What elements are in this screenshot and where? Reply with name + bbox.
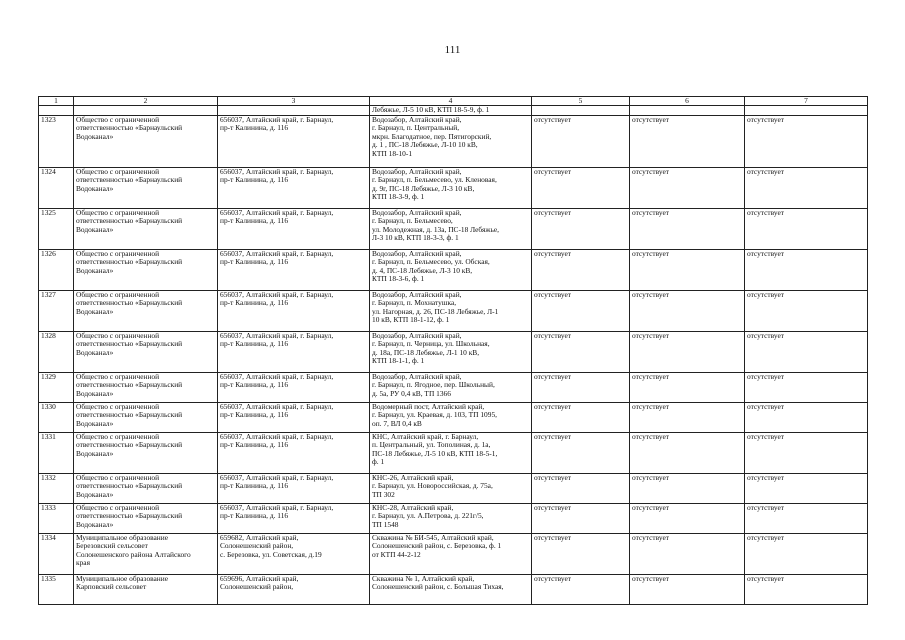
cell-line: г. Барнаул, п. Ягодное, пер. Школьный, (372, 380, 495, 390)
address-cell (218, 503, 370, 533)
address-cell (218, 115, 370, 167)
cell-line: г. Барнаул, ул. А.Петрова, д. 221г/5, (372, 511, 484, 521)
cell-line: Водоканал» (76, 183, 114, 193)
cell-line: Муниципальное образование (76, 533, 168, 542)
cell-line: ответственностью «Барнаульский (76, 440, 183, 450)
cell-line: Солонешенский район, (220, 541, 294, 551)
row-number-cell: 1329 (39, 372, 74, 402)
owner-cell (74, 372, 218, 402)
cell-line: ответственностью «Барнаульский (76, 481, 183, 491)
column-header: 6 (630, 97, 745, 106)
cell-line: пр-т Калинина, д. 116 (220, 481, 289, 491)
cell-line: Общество с ограниченной (76, 473, 160, 482)
row-number-cell: 1330 (39, 402, 74, 432)
cell-line: 656037, Алтайский край, г. Барнаул, (220, 290, 334, 299)
address-cell (218, 331, 370, 372)
cell-line: ПС-18 Лебяжье, Л-5 10 кВ, КТП 18-5-1, (372, 448, 498, 458)
cell-line: Водоканал» (76, 347, 114, 357)
value-cell: отсутствует (630, 290, 745, 331)
cell-line: мкрн. Благодатное, пер. Пятигорский, (372, 131, 492, 141)
cell-line: КТП 18-3-9, ф. 1 (372, 192, 425, 202)
value-cell: отсутствует (745, 432, 868, 473)
cell-line: Общество с ограниченной (76, 503, 160, 512)
cell-line: Общество с ограниченной (76, 208, 160, 217)
cell-line: оп. 7, ВЛ 0,4 кВ (372, 418, 422, 428)
cell-line: Водозабор, Алтайский край, (372, 115, 462, 124)
cell-line: Л-3 10 кВ, КТП 18-3-3, ф. 1 (372, 233, 459, 243)
cell-line: пр-т Калинина, д. 116 (220, 216, 289, 226)
value-cell: отсутствует (630, 208, 745, 249)
cell-line: г. Барнаул, п. Бельмесево, ул. Кленовая, (372, 175, 497, 185)
cell-line: ул. Нагорная, д. 26, ПС-18 Лебяжье, Л-1 (372, 306, 499, 316)
cell-line: Солонешенский район, с. Большая Тихая, (372, 582, 504, 592)
table-row (39, 115, 868, 167)
address-cell (218, 290, 370, 331)
cell-line: г. Барнаул, ул. Краевая, д. 103, ТП 1095, (372, 410, 497, 420)
cell-line: Водозабор, Алтайский край, (372, 249, 462, 258)
cell-line: КТП 18-3-6, ф. 1 (372, 274, 425, 284)
table-row (39, 290, 868, 331)
cell-line: д. 9г, ПС-18 Лебяжье, Л-3 10 кВ, (372, 183, 475, 193)
cell-line: Водоканал» (76, 519, 114, 529)
address-cell (218, 106, 370, 116)
continuation-row (39, 106, 868, 116)
cell-line: Водоканал» (76, 306, 114, 316)
owner-cell (74, 432, 218, 473)
row-number-cell: 1327 (39, 290, 74, 331)
cell-line: 656037, Алтайский край, г. Барнаул, (220, 249, 334, 258)
value-cell: отсутствует (745, 249, 868, 290)
cell-line: Скважина № БИ-545, Алтайский край, (372, 533, 494, 542)
owner-cell (74, 115, 218, 167)
cell-line: 656037, Алтайский край, г. Барнаул, (220, 503, 334, 512)
cell-line: д. 18а, ПС-18 Лебяжье, Л-1 10 кВ, (372, 347, 480, 357)
value-cell: отсутствует (630, 473, 745, 503)
table-row (39, 503, 868, 533)
column-header: 4 (370, 97, 532, 106)
cell-line: КТП 18-10-1 (372, 148, 413, 158)
object-cell (370, 503, 532, 533)
value-cell (532, 106, 630, 116)
object-cell (370, 533, 532, 574)
owner-cell (74, 331, 218, 372)
value-cell: отсутствует (532, 432, 630, 473)
value-cell: отсутствует (745, 208, 868, 249)
object-cell (370, 290, 532, 331)
value-cell: отсутствует (630, 402, 745, 432)
cell-line: 656037, Алтайский край, г. Барнаул, (220, 432, 334, 441)
value-cell: отсутствует (745, 574, 868, 604)
cell-line: пр-т Калинина, д. 116 (220, 410, 289, 420)
owner-cell (74, 290, 218, 331)
owner-cell (74, 402, 218, 432)
table-row (39, 533, 868, 574)
table-row (39, 473, 868, 503)
cell-line: ответственностью «Барнаульский (76, 175, 183, 185)
cell-line: Водозабор, Алтайский край, (372, 208, 462, 217)
cell-line: г. Барнаул, п. Бельмесево, (372, 216, 453, 226)
address-cell (218, 432, 370, 473)
owner-cell (74, 473, 218, 503)
address-cell (218, 372, 370, 402)
value-cell: отсутствует (532, 249, 630, 290)
row-number-cell: 1332 (39, 473, 74, 503)
cell-line: КНС-26, Алтайский край, (372, 473, 454, 482)
address-cell (218, 574, 370, 604)
cell-line: Общество с ограниченной (76, 402, 160, 411)
value-cell: отсутствует (630, 533, 745, 574)
object-cell (370, 106, 532, 116)
cell-line: пр-т Калинина, д. 116 (220, 380, 289, 390)
value-cell: отсутствует (532, 115, 630, 167)
cell-line: КТП 18-1-1, ф. 1 (372, 356, 425, 366)
row-number-cell: 1324 (39, 167, 74, 208)
cell-line: г. Барнаул, ул. Новороссийская, д. 75а, (372, 481, 493, 491)
value-cell: отсутствует (630, 331, 745, 372)
object-cell (370, 249, 532, 290)
table-row (39, 574, 868, 604)
cell-line: пр-т Калинина, д. 116 (220, 511, 289, 521)
value-cell (630, 106, 745, 116)
value-cell: отсутствует (745, 473, 868, 503)
registry-table (38, 96, 868, 605)
row-number-cell: 1325 (39, 208, 74, 249)
value-cell: отсутствует (532, 473, 630, 503)
cell-line: пр-т Калинина, д. 116 (220, 257, 289, 267)
value-cell: отсутствует (745, 115, 868, 167)
value-cell: отсутствует (630, 115, 745, 167)
address-cell (218, 533, 370, 574)
cell-line: пр-т Калинина, д. 116 (220, 175, 289, 185)
column-header: 5 (532, 97, 630, 106)
cell-line: п. Центральный, ул. Тополиная, д. 1а, (372, 440, 491, 450)
cell-line: г. Барнаул, п. Бельмесево, ул. Обская, (372, 257, 490, 267)
cell-line: Муниципальное образование (76, 574, 168, 583)
cell-line: Водозабор, Алтайский край, (372, 167, 462, 176)
table-row (39, 372, 868, 402)
cell-line: Водоканал» (76, 265, 114, 275)
column-header: 3 (218, 97, 370, 106)
cell-line: Скважина № 1, Алтайский край, (372, 574, 475, 583)
cell-line: Водозабор, Алтайский край, (372, 290, 462, 299)
owner-cell (74, 106, 218, 116)
value-cell: отсутствует (532, 533, 630, 574)
cell-line: ТП 302 (372, 489, 395, 499)
cell-line: Общество с ограниченной (76, 249, 160, 258)
cell-line: Водоканал» (76, 131, 114, 141)
cell-line: Общество с ограниченной (76, 372, 160, 381)
row-number-cell (39, 106, 74, 116)
cell-line: д. 1 , ПС-18 Лебяжье, Л-10 10 кВ, (372, 140, 478, 150)
value-cell: отсутствует (630, 167, 745, 208)
value-cell: отсутствует (532, 208, 630, 249)
address-cell (218, 473, 370, 503)
table-row (39, 249, 868, 290)
value-cell: отсутствует (745, 331, 868, 372)
object-cell (370, 372, 532, 402)
cell-line: пр-т Калинина, д. 116 (220, 123, 289, 133)
cell-line: 659682, Алтайский край, (220, 533, 299, 542)
cell-line: Водоканал» (76, 418, 114, 428)
object-cell (370, 115, 532, 167)
column-header: 1 (39, 97, 74, 106)
object-cell (370, 167, 532, 208)
owner-cell (74, 249, 218, 290)
value-cell: отсутствует (532, 167, 630, 208)
cell-line: пр-т Калинина, д. 116 (220, 440, 289, 450)
object-cell (370, 402, 532, 432)
owner-cell (74, 574, 218, 604)
cell-line: ответственностью «Барнаульский (76, 123, 183, 133)
cell-line: Водозабор, Алтайский край, (372, 331, 462, 340)
cell-line: ф. 1 (372, 457, 385, 467)
value-cell: отсутствует (532, 372, 630, 402)
cell-line: Общество с ограниченной (76, 167, 160, 176)
object-cell (370, 574, 532, 604)
cell-line: Общество с ограниченной (76, 331, 160, 340)
row-number-cell: 1328 (39, 331, 74, 372)
value-cell: отсутствует (532, 290, 630, 331)
page-number: 111 (444, 44, 461, 56)
value-cell: отсутствует (630, 372, 745, 402)
value-cell: отсутствует (745, 533, 868, 574)
cell-line: ответственностью «Барнаульский (76, 410, 183, 420)
value-cell: отсутствует (745, 402, 868, 432)
cell-line: д. 5а, РУ 0,4 кВ, ТП 1366 (372, 388, 451, 398)
object-cell (370, 473, 532, 503)
cell-line: 656037, Алтайский край, г. Барнаул, (220, 331, 334, 340)
cell-line: 656037, Алтайский край, г. Барнаул, (220, 167, 334, 176)
cell-line: 656037, Алтайский край, г. Барнаул, (220, 402, 334, 411)
header-row (39, 97, 868, 106)
cell-line: 656037, Алтайский край, г. Барнаул, (220, 208, 334, 217)
value-cell: отсутствует (532, 331, 630, 372)
cell-line: с. Березовка, ул. Советская, д.19 (220, 549, 322, 559)
object-cell (370, 432, 532, 473)
value-cell: отсутствует (745, 503, 868, 533)
table-row (39, 331, 868, 372)
row-number-cell: 1323 (39, 115, 74, 167)
value-cell: отсутствует (532, 402, 630, 432)
value-cell: отсутствует (745, 372, 868, 402)
table-row (39, 167, 868, 208)
cell-line: Водоканал» (76, 448, 114, 458)
value-cell: отсутствует (532, 503, 630, 533)
value-cell: отсутствует (630, 574, 745, 604)
value-cell: отсутствует (630, 432, 745, 473)
cell-line: Солонешенский район, (220, 582, 294, 592)
owner-cell (74, 208, 218, 249)
cell-line: Общество с ограниченной (76, 290, 160, 299)
value-cell: отсутствует (532, 574, 630, 604)
value-cell: отсутствует (745, 290, 868, 331)
cell-line: ответственностью «Барнаульский (76, 216, 183, 226)
cell-line: Водозабор, Алтайский край, (372, 372, 462, 381)
cell-line: 10 кВ, КТП 18-1-12, ф. 1 (372, 315, 450, 325)
cell-line: Солонешенского района Алтайского (76, 549, 191, 559)
owner-cell (74, 503, 218, 533)
row-number-cell: 1335 (39, 574, 74, 604)
value-cell (745, 106, 868, 116)
object-cell (370, 208, 532, 249)
address-cell (218, 167, 370, 208)
cell-line: 656037, Алтайский край, г. Барнаул, (220, 473, 334, 482)
cell-line: ул. Молодежная, д. 13а, ПС-18 Лебяжье, (372, 224, 499, 234)
cell-line: КНС-28, Алтайский край, (372, 503, 454, 512)
cell-line: д. 4, ПС-18 Лебяжье, Л-3 10 кВ, (372, 265, 473, 275)
address-cell (218, 249, 370, 290)
cell-line: Водомерный пост, Алтайский край, (372, 402, 485, 411)
cell-line: г. Барнаул, п. Черница, ул. Школьная, (372, 339, 490, 349)
cell-line: ответственностью «Барнаульский (76, 380, 183, 390)
cell-line: Солонешенский район, с. Березовка, ф. 1 (372, 541, 502, 551)
table-row (39, 402, 868, 432)
value-cell: отсутствует (630, 249, 745, 290)
object-cell (370, 331, 532, 372)
cell-line: г. Барнаул, п. Мохнатушка, (372, 298, 457, 308)
cell-line: КНС, Алтайский край, г. Барнаул, (372, 432, 479, 441)
cell-line: ответственностью «Барнаульский (76, 257, 183, 267)
cell-line: Водоканал» (76, 388, 114, 398)
cell-line: 656037, Алтайский край, г. Барнаул, (220, 372, 334, 381)
cell-line: пр-т Калинина, д. 116 (220, 298, 289, 308)
column-header: 2 (74, 97, 218, 106)
cell-line: Березовский сельсовет (76, 541, 148, 551)
cell-line: 659696, Алтайский край, (220, 574, 299, 583)
table-row (39, 208, 868, 249)
column-header: 7 (745, 97, 868, 106)
address-cell (218, 208, 370, 249)
cell-line: г. Барнаул, п. Центральный, (372, 123, 460, 133)
owner-cell (74, 533, 218, 574)
cell-line: Карповский сельсовет (76, 582, 147, 592)
cell-line: ответственностью «Барнаульский (76, 339, 183, 349)
cell-line: ответственностью «Барнаульский (76, 298, 183, 308)
cell-line: Общество с ограниченной (76, 432, 160, 441)
value-cell: отсутствует (745, 167, 868, 208)
table-row (39, 432, 868, 473)
cell-line: Общество с ограниченной (76, 115, 160, 124)
cell-line: 656037, Алтайский край, г. Барнаул, (220, 115, 334, 124)
cell-line: от КТП 44-2-12 (372, 549, 421, 559)
owner-cell (74, 167, 218, 208)
cell-line: ТП 1548 (372, 519, 399, 529)
row-number-cell: 1326 (39, 249, 74, 290)
cell-line: Водоканал» (76, 224, 114, 234)
cell-line: ответственностью «Барнаульский (76, 511, 183, 521)
address-cell (218, 402, 370, 432)
cell-line: пр-т Калинина, д. 116 (220, 339, 289, 349)
row-number-cell: 1333 (39, 503, 74, 533)
cell-line: Водоканал» (76, 489, 114, 499)
cell-line: Лебяжье, Л-5 10 кВ, КТП 18-5-9, ф. 1 (372, 105, 490, 114)
row-number-cell: 1334 (39, 533, 74, 574)
row-number-cell: 1331 (39, 432, 74, 473)
cell-line: края (76, 558, 90, 568)
value-cell: отсутствует (630, 503, 745, 533)
